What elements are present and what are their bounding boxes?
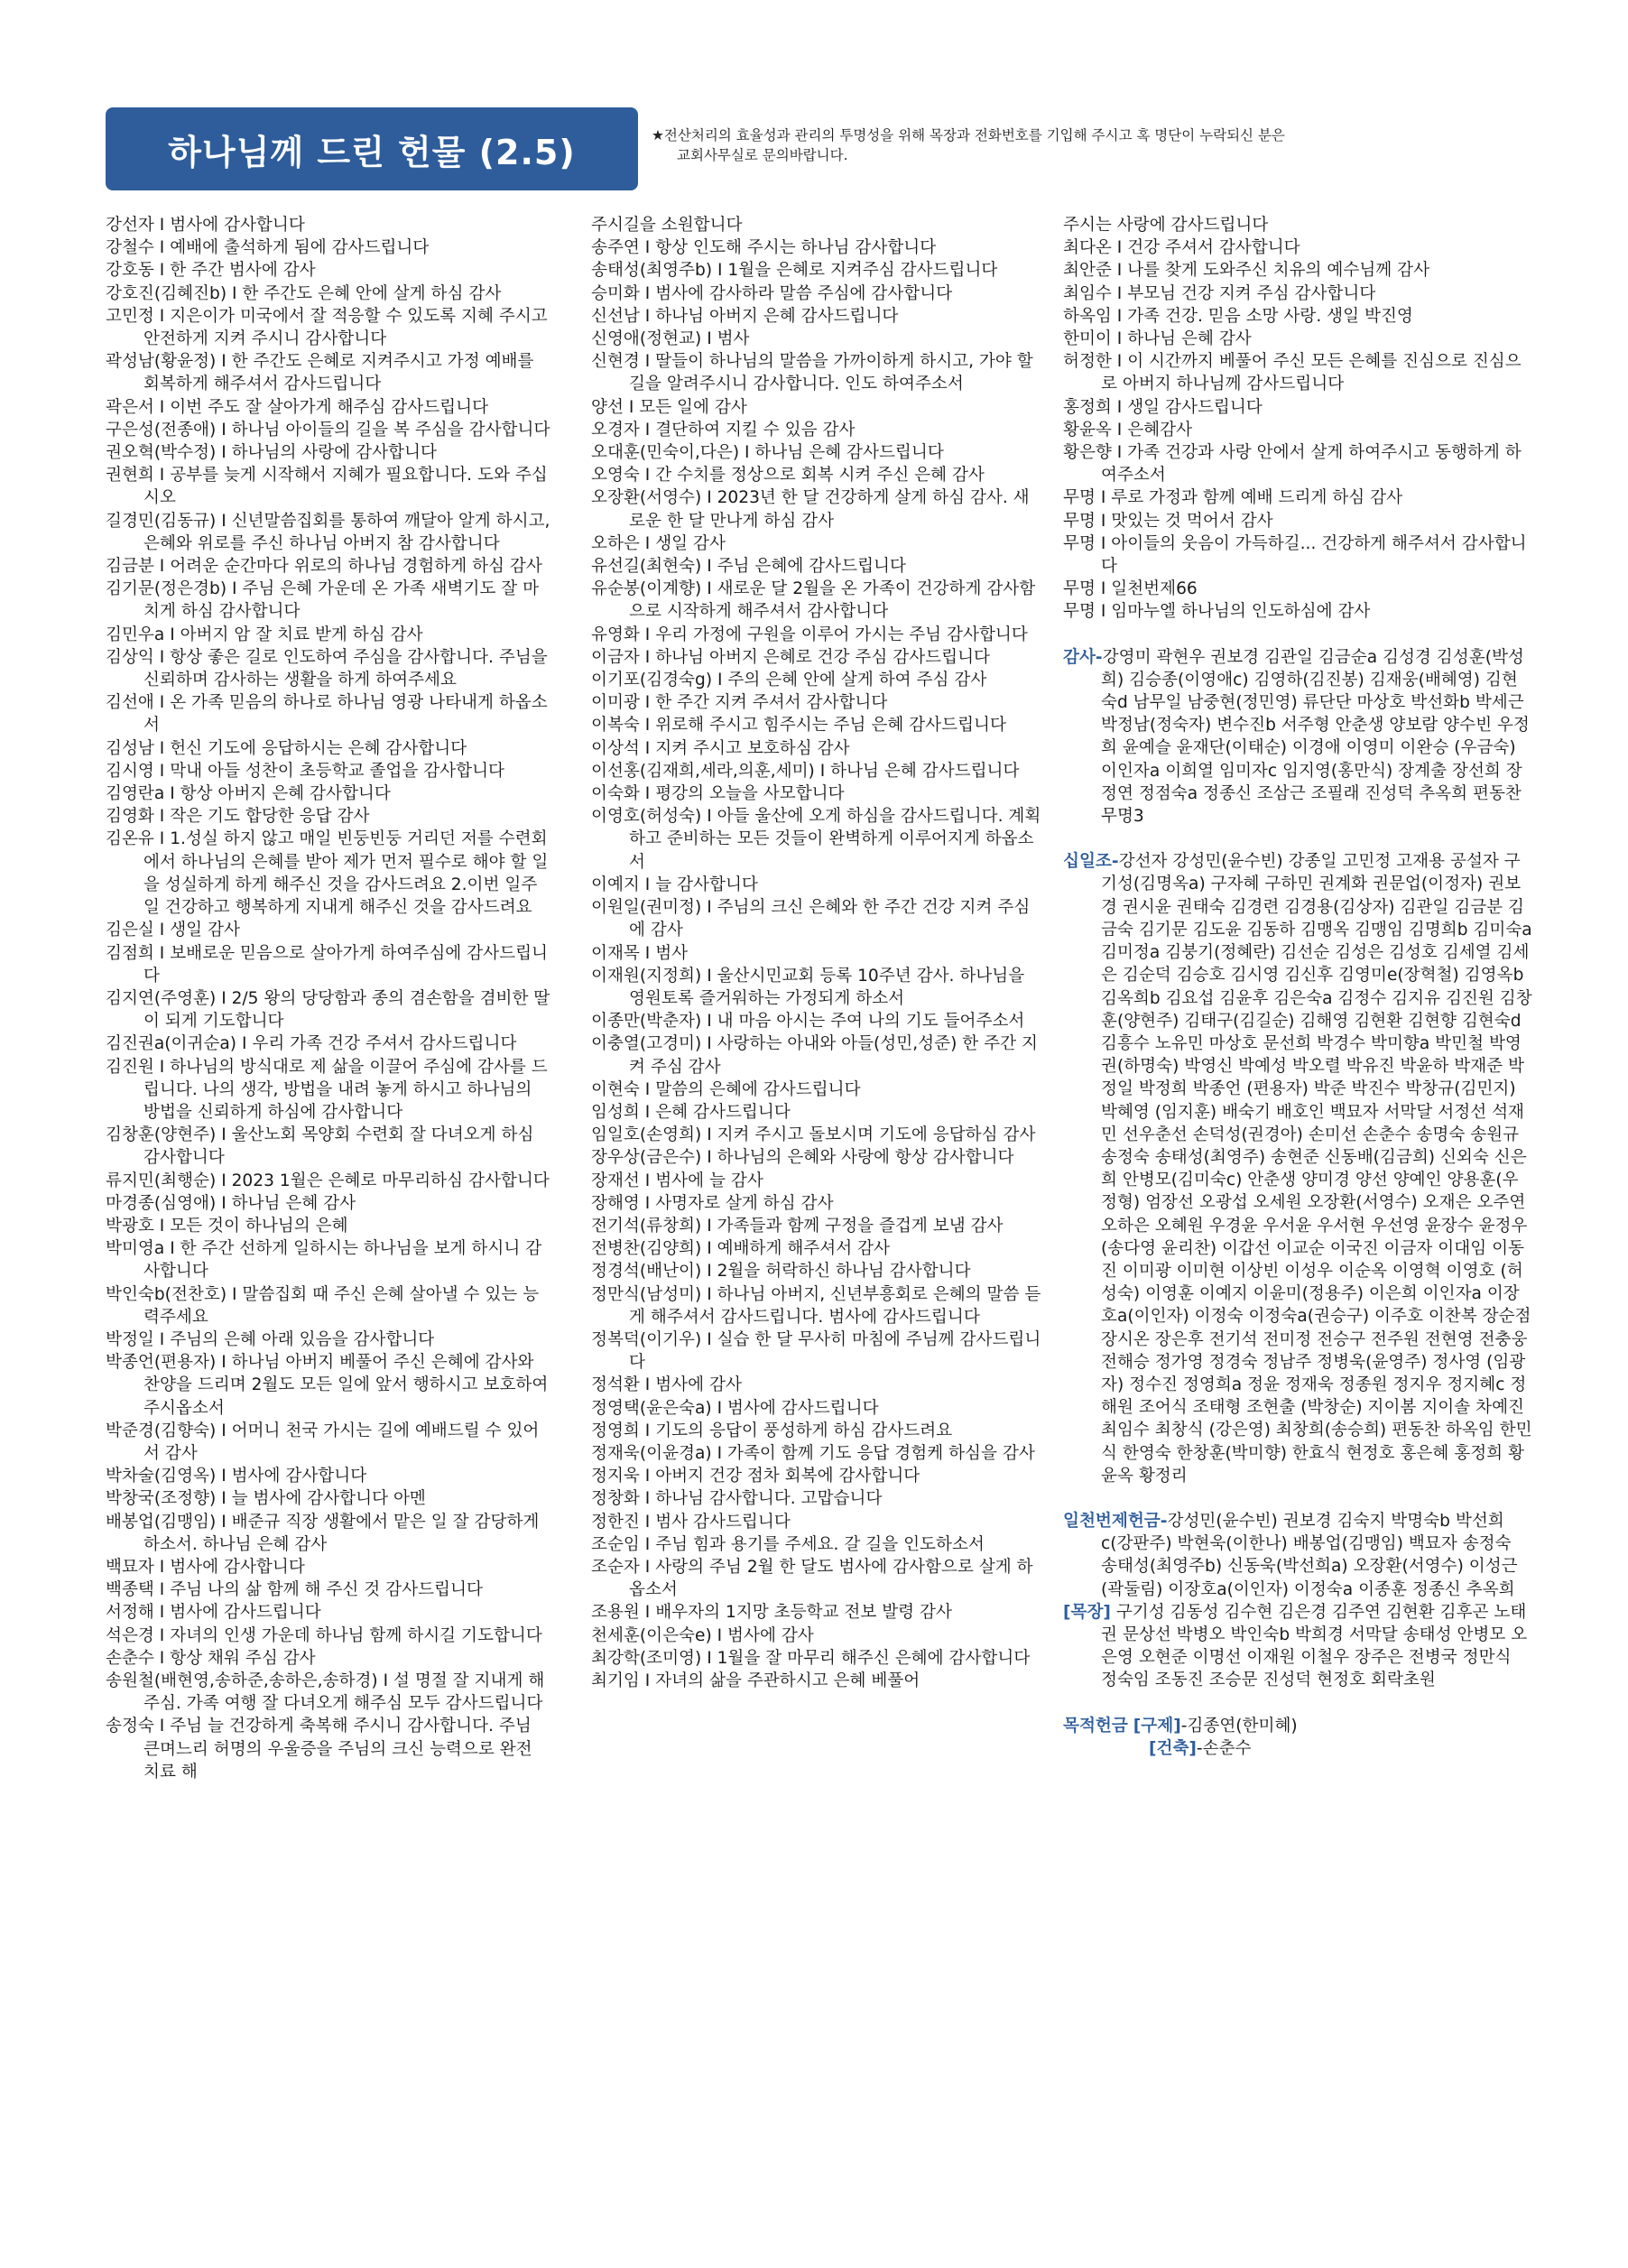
offering-entry: 최강학(조미영) I 1월을 잘 마무리 해주신 은혜에 감사합니다	[591, 1648, 1031, 1668]
offering-entry: 오하은 I 생일 감사	[591, 533, 726, 553]
offering-entry: 김은실 I 생일 감사	[106, 921, 240, 940]
column-3	[1063, 214, 1532, 1760]
offering-entry: 송정숙 I 주님 늘 건강하게 축복해 주시니 감사합니다. 주님 큰며느리 허명의 우울증을 주님의 크신 능력으로 완전 치료 해	[106, 1717, 532, 1782]
offering-entry: 석은경 I 자녀의 인생 가운데 하나님 함께 하시길 기도합니다	[106, 1625, 542, 1645]
offering-entry: 김기문(정은경b) I 주님 은혜 가운데 온 가족 새벽기도 잘 마치게 하심 감사합니다	[106, 579, 540, 622]
column-3-entries	[1063, 214, 1532, 624]
gujae-names: -김종연(한미혜)	[1180, 1716, 1298, 1736]
offering-entry: 전기석(류창희) I 가족들과 함께 구정을 즐겁게 보냄 감사	[591, 1216, 1004, 1236]
offering-entry: 신선남 I 하나님 아버지 은혜 감사드립니다	[591, 306, 899, 326]
offering-entry: 곽성남(황윤정) I 한 주간도 은혜로 지켜주시고 가정 예배를 회복하게 해주셔서 감사드립니다	[106, 352, 534, 394]
column-1	[106, 214, 552, 1783]
gujae-label: [구제]	[1133, 1716, 1181, 1736]
offering-entry: 이미광 I 한 주간 지켜 주셔서 감사합니다	[591, 693, 888, 713]
section-names-ilcheon: 강성민(윤수빈) 권보경 김숙지 박명숙b 박선희c(강판주) 박현욱(이한나) 배봉업(김맹임) 백묘자 송정숙 송태성(최영주b) 신동욱(박선희a) 오장환(서영수) 이성근(곽둘림) 이장호a(이인자) 이정숙a 이종훈 정종신 추옥희	[1101, 1511, 1518, 1599]
offering-entry: 강선자 I 범사에 감사합니다	[106, 216, 305, 235]
offering-entry: 송원철(배현영,송하준,송하은,송하경) I 설 명절 잘 지내게 해주심. 가족 여행 잘 다녀오게 해주심 모두 감사드립니다	[106, 1671, 545, 1714]
page-title: 하나님께 드린 헌물 (2.5)	[168, 132, 576, 172]
offering-entry: 마경종(심영애) I 하나님 은혜 감사	[106, 1193, 356, 1213]
offering-entry: 김지연(주영훈) I 2/5 왕의 당당함과 종의 겸손함을 겸비한 딸이 되게 기도합니다	[106, 988, 550, 1032]
offering-entry: 장재선 I 범사에 늘 감사	[591, 1171, 763, 1190]
offering-entry: 최기임 I 자녀의 삶을 주관하시고 은혜 베풀어	[591, 1671, 920, 1690]
offering-entry: 조순자 I 사랑의 주님 2월 한 달도 범사에 감사함으로 살게 하옵소서	[591, 1557, 1033, 1600]
offering-entry: 신영애(정현교) I 범사	[591, 329, 750, 349]
notice-line-1: ★전산처리의 효율성과 관리의 투명성을 위해 목장과 전화번호를 기입해 주시고 혹 명단이 누락되신 분은	[652, 127, 1285, 143]
offering-entry: 임성희 I 은혜 감사드립니다	[591, 1102, 791, 1122]
section-mokjang	[1063, 1601, 1532, 1692]
offering-entry: 이현숙 I 말씀의 은혜에 감사드립니다	[591, 1079, 861, 1099]
offering-entry: 이금자 I 하나님 아버지 은혜로 건강 주심 감사드립니다	[591, 647, 991, 667]
section-label-ilcheon: 일천번제헌금-	[1063, 1511, 1168, 1531]
offering-entry: 이재원(지정희) I 울산시민교회 등록 10주년 감사. 하나님을 영원토록 즐거워하는 가정되게 하소서	[591, 966, 1025, 1008]
column-2	[591, 214, 1042, 1692]
offering-entry: 정경석(배난이) I 2월을 허락하신 하나님 감사합니다	[591, 1262, 971, 1282]
offering-entry: 박창국(조정향) I 늘 범사에 감사합니다 아멘	[106, 1489, 426, 1509]
offering-entry: 김진권a(이귀순a) I 우리 가족 건강 주셔서 감사드립니다	[106, 1034, 517, 1054]
offering-entry: 권오혁(박수정) I 하나님의 사랑에 감사합니다	[106, 443, 437, 463]
offering-entry: 오대훈(민숙이,다은) I 하나님 은혜 감사드립니다	[591, 443, 944, 463]
offering-entry: 송태성(최영주b) I 1월을 은혜로 지켜주심 감사드립니다	[591, 261, 998, 281]
notice-text	[652, 125, 1464, 165]
offering-entry: 오영숙 I 간 수치를 정상으로 회복 시켜 주신 은혜 감사	[591, 466, 985, 486]
offering-entry: 하옥임 I 가족 건강. 믿음 소망 사랑. 생일 박진영	[1063, 306, 1413, 326]
notice-line-2: 교회사무실로 문의바랍니다.	[677, 147, 848, 163]
offering-entry: 박준경(김향숙) I 어머니 천국 가시는 길에 예배드릴 수 있어서 감사	[106, 1421, 540, 1463]
offering-entry: 정복덕(이기우) I 실습 한 달 무사히 마침에 주님께 감사드립니다	[591, 1329, 1041, 1373]
offering-entry: 정창화 I 하나님 감사합니다. 고맙습니다	[591, 1489, 883, 1509]
offering-entry: 장해영 I 사명자로 살게 하심 감사	[591, 1193, 834, 1213]
offering-entry: 최안준 I 나를 찾게 도와주신 치유의 예수님께 감사	[1063, 261, 1430, 281]
section-names-sipiljo: 강선자 강성민(윤수빈) 강종일 고민정 고재용 공설자 구기성(김명옥a) 구자혜 구하민 권계화 권문업(이정자) 권보경 권시윤 권태숙 김경련 김경용(김상자) 김관일 김금분 김금숙 김기문 김도윤 김동하 김맹옥 김맹임 김명희b 김미숙a 김미정a 김붕기(정혜란) 김선순 김성은 김성호 김세열 김세은 김순덕 김승호 김시영 김신후 김영미e(장혁철) 김영옥b 김옥희b 김요섭 김윤후 김은숙a 김정수 김지유 김진원 김창훈(양현주) 김태구(김길순) 김해영 김현환 김현향 김현숙d 김흥수 노유민 마상호 문선희 박경수 박미향a 박민철 박영권(하명숙) 박영신 박예성 박오렬 박유진 박윤하 박재준 박정일 박정희 박종언 (편용자) 박준 박진수 박창규(김민지) 박혜영 (임지훈) 배숙기 배호인 백묘자 서막달 서정선 석재민 선우춘선 손덕성(권경아) 손미선 손춘수 송명숙 송원규 송정숙 송태성(최영주) 송현준 신동배(김금희) 신외숙 신은희 안병모(김미숙c) 안춘생 양미경 양선 양예인 양용훈(우정형) 엄장선 오광섭 오세원 오장환(서영수) 오재은 오주연 오하은 오혜원 우경윤 우서윤 우서현 우선영 윤장수 윤정우(송다영 윤리찬) 이갑선 이교순 이국진 이금자 이대임 이동진 이미광 이미현 이상빈 이성우 이순옥 이영혁 이영호 (허성숙) 이영훈 이예지 이윤미(정용주) 이은희 이인자a 이장호a(이인자) 이정숙 이정숙a(권승구) 이주호 이찬복 장순점 장시온 장은후 전기석 전미정 전승구 전주원 전현영 전충웅 전해승 정가영 정경숙 정남주 정병욱(윤영주) 정사영 (임광자) 정수진 정영희a 정윤 정재욱 정종원 정지우 정지혜c 정해원 조어식 조태형 조현출 (박창순) 지이봄 지이솔 차예진 최임수 최창식 (강은영) 최창희(송승희) 편동찬 하옥임 한민식 한영숙 한창훈(박미향) 한효식 현정호 홍은혜 홍정희 황윤옥 황정리	[1101, 852, 1532, 1486]
offering-entry: 배봉업(김맹임) I 배준규 직장 생활에서 맡은 일 잘 감당하게 하소서. 하나님 은혜 감사	[106, 1512, 540, 1554]
title-banner	[106, 107, 638, 190]
offering-entry: 유선길(최현숙) I 주님 은혜에 감사드립니다	[591, 557, 906, 577]
offering-entry: 김민우a I 아버지 암 잘 치료 받게 하심 감사	[106, 625, 423, 644]
offering-entry: 백묘자 I 범사에 감사합니다	[106, 1557, 305, 1577]
offering-entry: 정한진 I 범사 감사드립니다	[591, 1512, 791, 1532]
offering-entry: 강철수 I 예배에 출석하게 됨에 감사드립니다	[106, 238, 430, 258]
offering-entry: 오경자 I 결단하여 지킬 수 있음 감사	[591, 420, 856, 440]
mokjeok-gujae-line	[1063, 1715, 1532, 1737]
offering-entry: 정영희 I 기도의 응답이 풍성하게 하심 감사드려요	[591, 1421, 953, 1440]
section-ilcheon	[1063, 1510, 1532, 1601]
section-sipiljo	[1063, 850, 1532, 1487]
offering-entry: 무명 I 일천번제66	[1063, 579, 1198, 599]
offering-entry: 무명 I 맛있는 것 먹어서 감사	[1063, 511, 1273, 531]
offering-entry: 이재목 I 범사	[591, 943, 689, 963]
offering-entry: 이선홍(김재희,세라,의훈,세미) I 하나님 은혜 감사드립니다	[591, 761, 1020, 781]
offering-entry: 이숙화 I 평강의 오늘을 사모합니다	[591, 784, 845, 804]
offering-entry: 정지욱 I 아버지 건강 점차 회복에 감사합니다	[591, 1467, 920, 1486]
offering-entry: 정재욱(이윤경a) I 가족이 함께 기도 응답 경험케 하심을 감사	[591, 1443, 1035, 1463]
offering-entry: 박종언(편용자) I 하나님 아버지 베풀어 주신 은혜에 감사와 찬양을 드리며 2월도 모든 일에 앞서 행하시고 보호하여 주시옵소서	[106, 1353, 549, 1418]
offering-entry: 최임수 I 부모님 건강 지켜 주심 감사합니다	[1063, 283, 1376, 303]
offering-entry: 박차술(김영옥) I 범사에 감사합니다	[106, 1467, 367, 1486]
offering-entry: 정석환 I 범사에 감사	[591, 1375, 742, 1395]
offering-entry: 이상석 I 지켜 주시고 보호하심 감사	[591, 738, 850, 758]
offering-entry: 정영택(윤은숙a) I 범사에 감사드립니다	[591, 1398, 879, 1418]
section-mokjeok	[1063, 1715, 1532, 1760]
offering-entry: 김온유 I 1.성실 하지 않고 매일 빈둥빈둥 거리던 저를 수련회에서 하나님의 은혜를 받아 제가 먼저 필수로 해야 할 일을 성실하게 하게 해주신 것을 감사드려요 2.이번 일주일 건강하고 행복하게 지내게 해주신 것을 감사드려요	[106, 829, 549, 918]
offering-entry: 권현희 I 공부를 늦게 시작해서 지혜가 필요합니다. 도와 주십시오	[106, 466, 548, 508]
offering-entry: 황윤옥 I 은혜감사	[1063, 420, 1193, 440]
offering-entry: 박정일 I 주님의 은혜 아래 있음을 감사합니다	[106, 1329, 435, 1349]
offering-entry: 김성남 I 헌신 기도에 응답하시는 은혜 감사합니다	[106, 738, 467, 758]
section-label-sipiljo: 십일조-	[1063, 852, 1119, 872]
offering-entry: 강호진(김혜진b) I 한 주간도 은혜 안에 살게 하심 감사	[106, 283, 502, 303]
offering-entry: 주시길을 소원합니다	[591, 216, 743, 235]
offering-entry: 류지민(최행순) I 2023 1월은 은혜로 마무리하심 감사합니다	[106, 1171, 550, 1190]
offering-entry: 조순임 I 주님 힘과 용기를 주세요. 갈 길을 인도하소서	[591, 1534, 985, 1554]
offering-entry: 길경민(김동규) I 신년말씀집회를 통하여 깨달아 알게 하시고, 은혜와 위로를 주신 하나님 아버지 참 감사합니다	[106, 511, 550, 553]
offering-entry: 승미화 I 범사에 감사하라 말씀 주심에 감사합니다	[591, 283, 953, 303]
offering-entry: 이기포(김경숙g) I 주의 은혜 안에 살게 하여 주심 감사	[591, 671, 987, 690]
offering-entry: 임일호(손영희) I 지켜 주시고 돌보시며 기도에 응답하심 감사	[591, 1125, 1036, 1145]
offering-entry: 박광호 I 모든 것이 하나님의 은혜	[106, 1216, 348, 1236]
offering-entry: 곽은서 I 이번 주도 잘 살아가게 해주심 감사드립니다	[106, 397, 489, 417]
offering-entry: 손춘수 I 항상 채워 주심 감사	[106, 1648, 316, 1668]
offering-entry: 정만식(남성미) I 하나님 아버지, 신년부흥회로 은혜의 말씀 듣게 해주셔서 감사드립니다. 범사에 감사드립니다	[591, 1284, 1041, 1327]
offering-entry: 구은성(전종애) I 하나님 아이들의 길을 복 주심을 감사합니다	[106, 420, 550, 440]
offering-entry: 유순봉(이계향) I 새로운 달 2월을 온 가족이 건강하게 감사함으로 시작하게 해주셔서 감사합니다	[591, 579, 1036, 622]
offering-entry: 무명 I 루로 가정과 함께 예배 드리게 하심 감사	[1063, 488, 1403, 508]
offering-entry: 양선 I 모든 일에 감사	[591, 397, 747, 417]
offering-entry: 서정해 I 범사에 감사드립니다	[106, 1603, 321, 1623]
offering-entry: 김금분 I 어려운 순간마다 위로의 하나님 경험하게 하심 감사	[106, 557, 542, 577]
offering-entry: 강호동 I 한 주간 범사에 감사	[106, 261, 316, 281]
offering-entry: 이원일(권미정) I 주님의 크신 은혜와 한 주간 건강 지켜 주심에 감사	[591, 898, 1031, 940]
offering-entry: 고민정 I 지은이가 미국에서 잘 적응할 수 있도록 지혜 주시고 안전하게 지켜 주시니 감사합니다	[106, 306, 548, 349]
offering-entry: 이종만(박춘자) I 내 마음 아시는 주여 나의 기도 들어주소서	[591, 1012, 1025, 1032]
offering-entry: 백종택 I 주님 나의 삶 함께 해 주신 것 감사드립니다	[106, 1580, 483, 1600]
section-gamsa	[1063, 646, 1532, 829]
section-names-gamsa: 강영미 곽현우 권보경 김관일 김금순a 김성경 김성훈(박성희) 김승종(이영애c) 김영하(김진봉) 김재웅(배혜영) 김현숙d 남무일 남중현(정민영) 류단단 마상호 박선화b 박세근 박정남(정숙자) 변수진b 서주형 안춘생 양보람 양수빈 우정희 윤예슬 윤재단(이태순) 이경애 이영미 이완승 (우금숙) 이인자a 이희열 임미자c 임지영(홍만식) 장계출 장선희 장정연 정점숙a 정종신 조삼근 조필래 진성덕 추옥희 편동찬 무명3	[1101, 647, 1530, 827]
offering-entry: 송주연 I 항상 인도해 주시는 하나님 감사합니다	[591, 238, 937, 258]
offering-entry: 이예지 I 늘 감사합니다	[591, 875, 758, 894]
offering-entry: 최다온 I 건강 주셔서 감사합니다	[1063, 238, 1300, 258]
offering-entry: 주시는 사랑에 감사드립니다	[1063, 216, 1269, 235]
offering-entry: 한미이 I 하나님 은혜 감사	[1063, 329, 1252, 349]
offering-entry: 이영호(허성숙) I 아들 울산에 오게 하심을 감사드립니다. 계획하고 준비하는 모든 것들이 완벽하게 이루어지게 하옵소서	[591, 807, 1041, 872]
offering-entry: 신현경 I 딸들이 하나님의 말씀을 가까이하게 하시고, 가야 할 길을 알려주시니 감사합니다. 인도 하여주소서	[591, 352, 1033, 394]
offering-entry: 김영화 I 작은 기도 합당한 응답 감사	[106, 807, 370, 827]
section-names-mokjang: 구기성 김동성 김수현 김은경 김주연 김현환 김후곤 노태권 문상선 박병오 박인숙b 박희경 서막달 송태성 안병모 오은영 오현준 이명선 이재원 이철우 장주은 전병국 정만식 정숙임 조동진 조승문 진성덕 현정호 회락초원	[1101, 1602, 1528, 1690]
mokjeok-geonchuk-line	[1063, 1737, 1532, 1760]
geonchuk-names: -손춘수	[1196, 1738, 1252, 1758]
offering-entry: 김점희 I 보배로운 믿음으로 살아가게 하여주심에 감사드립니다	[106, 943, 548, 986]
offering-entry: 김시영 I 막내 아들 성찬이 초등학교 졸업을 감사합니다	[106, 761, 505, 781]
offering-entry: 이복숙 I 위로해 주시고 힘주시는 주님 은혜 감사드립니다	[591, 716, 1006, 736]
offering-entry: 김진원 I 하나님의 방식대로 제 삶을 이끌어 주심에 감사를 드립니다. 나의 생각, 방법을 내려 놓게 하시고 하나님의 방법을 신뢰하게 하심에 감사합니다	[106, 1057, 548, 1122]
section-label-mokjang: [목장]	[1063, 1602, 1111, 1622]
offering-entry: 무명 I 아이들의 웃음이 가득하길... 건강하게 해주셔서 감사합니다	[1063, 533, 1527, 577]
offering-entry: 무명 I 임마누엘 하나님의 인도하심에 감사	[1063, 602, 1371, 622]
section-label-gamsa: 감사-	[1063, 647, 1103, 667]
section-label-mokjeok: 목적헌금	[1063, 1716, 1128, 1736]
offering-entry: 황은향 I 가족 건강과 사랑 안에서 살게 하여주시고 동행하게 하여주소서	[1063, 443, 1522, 486]
offering-entry: 홍정희 I 생일 감사드립니다	[1063, 397, 1263, 417]
geonchuk-label: [건축]	[1149, 1738, 1197, 1758]
offering-entry: 유영화 I 우리 가정에 구원을 이루어 가시는 주님 감사합니다	[591, 625, 1028, 644]
offering-entry: 천세훈(이은숙e) I 범사에 감사	[591, 1625, 814, 1645]
offering-entry: 김상익 I 항상 좋은 길로 인도하여 주심을 감사합니다. 주님을 신뢰하며 감사하는 생활을 하게 하여주세요	[106, 647, 548, 690]
offering-entry: 김영란a I 항상 아버지 은혜 감사합니다	[106, 784, 391, 804]
offering-entry: 박인숙b(전찬호) I 말씀집회 때 주신 은혜 살아낼 수 있는 능력주세요	[106, 1284, 540, 1327]
offering-entry: 조용원 I 배우자의 1지망 초등학교 전보 발령 감사	[591, 1603, 952, 1623]
offering-entry: 김선애 I 온 가족 믿음의 하나로 하나님 영광 나타내게 하옵소서	[106, 693, 548, 736]
offering-entry: 박미영a I 한 주간 선하게 일하시는 하나님을 보게 하시니 감사합니다	[106, 1239, 542, 1282]
offering-entry: 김창훈(양현주) I 울산노회 목양회 수련회 잘 다녀오게 하심 감사합니다	[106, 1125, 534, 1168]
offering-entry: 허정한 I 이 시간까지 베풀어 주신 모든 은혜를 진심으로 진심으로 아버지 하나님께 감사드립니다	[1063, 352, 1522, 394]
offering-entry: 이충열(고경미) I 사랑하는 아내와 아들(성민,성준) 한 주간 지켜 주심 감사	[591, 1034, 1038, 1077]
offering-entry: 오장환(서영수) I 2023년 한 달 건강하게 살게 하심 감사. 새로운 한 달 만나게 하심 감사	[591, 488, 1030, 531]
offering-entry: 장우상(금은수) I 하나님의 은혜와 사랑에 항상 감사합니다	[591, 1148, 1014, 1168]
offering-entry: 전병찬(김양희) I 예배하게 해주셔서 감사	[591, 1239, 891, 1259]
